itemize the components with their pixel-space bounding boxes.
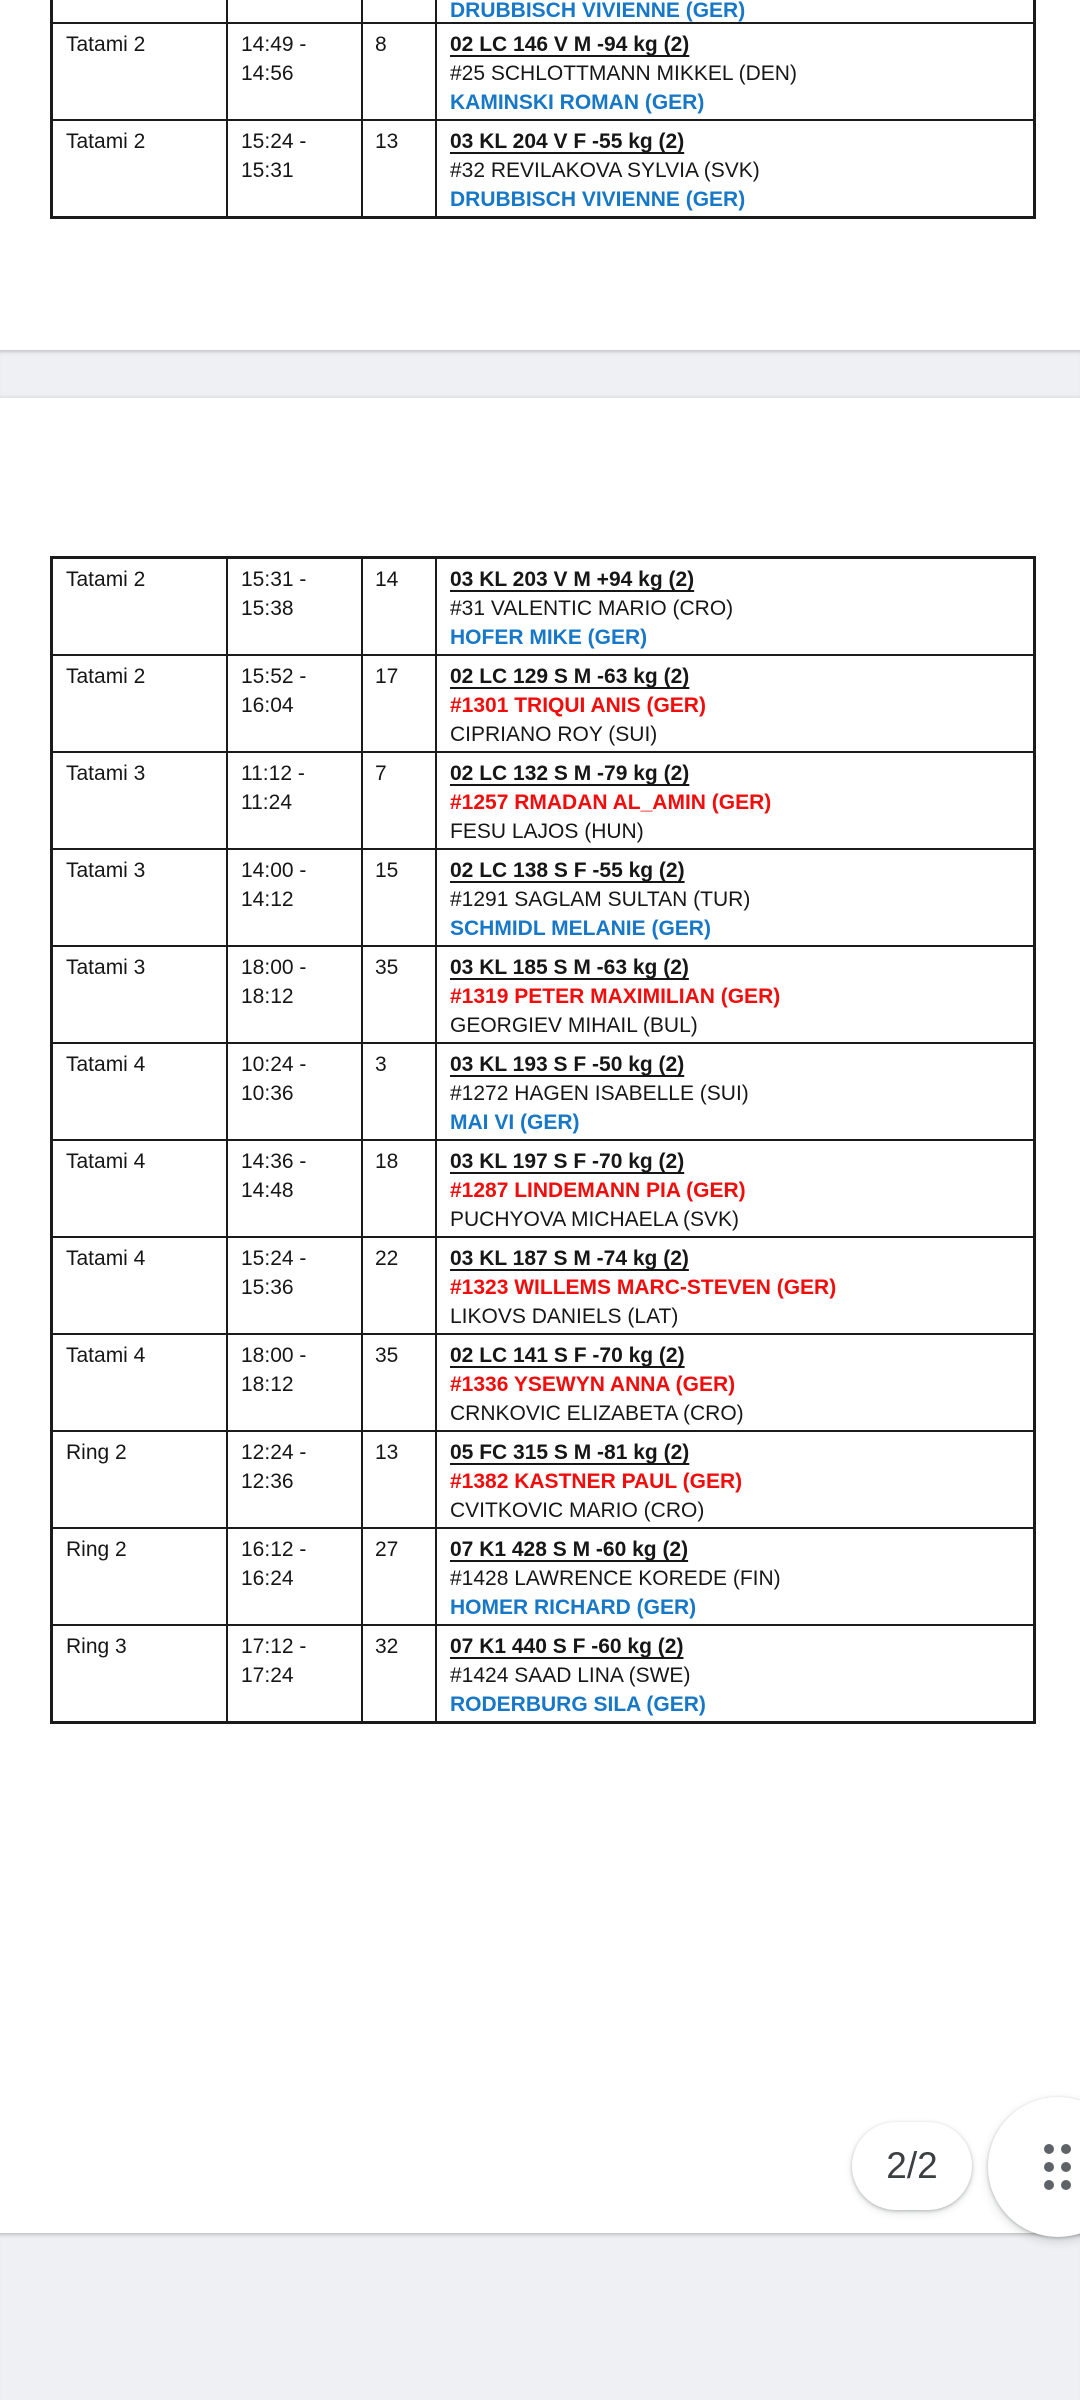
competitor-2: MAI VI (GER) [450, 1111, 580, 1134]
bout-number-cell [363, 850, 437, 945]
time-to: 16:24 [241, 1567, 294, 1590]
location-label: Tatami 4 [66, 1344, 146, 1367]
schedule-row [53, 1430, 1033, 1527]
competitor-2: GEORGIEV MIHAIL (BUL) [450, 1014, 698, 1037]
competitor-1: #1287 LINDEMANN PIA (GER) [450, 1179, 746, 1202]
match-cell [437, 121, 1033, 216]
time-from: 11:12 - [241, 762, 305, 785]
time-from: 15:24 - [241, 130, 307, 153]
time-cell [228, 753, 363, 848]
competitor-2: CRNKOVIC ELIZABETA (CRO) [450, 1402, 744, 1425]
bout-number-cell [363, 1141, 437, 1236]
time-from: 14:49 - [241, 33, 307, 56]
time-cell [228, 656, 363, 751]
competitor-2: HOFER MIKE (GER) [450, 626, 648, 649]
competitor-2: SCHMIDL MELANIE (GER) [450, 917, 711, 940]
location-cell [53, 753, 228, 848]
location-label: Ring 3 [66, 1635, 127, 1658]
time-from: 12:24 - [241, 1441, 307, 1464]
bout-number-cell [363, 947, 437, 1042]
competitor-2: CVITKOVIC MARIO (CRO) [450, 1499, 705, 1522]
location-label: Tatami 2 [66, 568, 146, 591]
time-from: 14:00 - [241, 859, 307, 882]
bout-number-cell [363, 656, 437, 751]
location-cell [53, 1529, 228, 1624]
event-label: 02 LC 146 V M -94 kg (2) [450, 33, 690, 56]
time-to: 18:12 [241, 985, 294, 1008]
time-to: 12:36 [241, 1470, 294, 1493]
time-to: 14:12 [241, 888, 294, 911]
time-from: 15:52 - [241, 665, 307, 688]
time-from: 17:12 - [241, 1635, 307, 1658]
event-label: 02 LC 138 S F -55 kg (2) [450, 859, 685, 882]
bout-number-cell [363, 753, 437, 848]
event-label: 02 LC 141 S F -70 kg (2) [450, 1344, 685, 1367]
match-cell [437, 24, 1033, 119]
schedule-row [53, 1042, 1033, 1139]
location-cell [53, 1335, 228, 1430]
bout-number: 14 [375, 568, 399, 591]
time-to: 11:24 [241, 791, 292, 814]
bout-number: 22 [375, 1247, 399, 1270]
schedule-row [53, 945, 1033, 1042]
bout-number-cell [363, 1238, 437, 1333]
schedule-row [53, 1624, 1033, 1721]
location-label: Tatami 4 [66, 1247, 146, 1270]
location-label: Ring 2 [66, 1538, 127, 1561]
schedule-row [53, 654, 1033, 751]
bout-number: 32 [375, 1635, 399, 1658]
match-cell [437, 1335, 1033, 1430]
schedule-table-page2 [50, 556, 1036, 1724]
event-label: 02 LC 132 S M -79 kg (2) [450, 762, 690, 785]
location-label: Tatami 3 [66, 956, 146, 979]
match-cell [437, 0, 1033, 22]
time-from: 15:24 - [241, 1247, 307, 1270]
location-cell [53, 0, 228, 22]
schedule-row [53, 1527, 1033, 1624]
competitor-1: #1291 SAGLAM SULTAN (TUR) [450, 888, 751, 911]
location-label: Tatami 2 [66, 33, 146, 56]
bout-number: 35 [375, 1344, 399, 1367]
event-label: 03 KL 197 S F -70 kg (2) [450, 1150, 685, 1173]
competitor-2: KAMINSKI ROMAN (GER) [450, 91, 705, 114]
bout-number-cell [363, 1626, 437, 1721]
event-label: 07 K1 440 S F -60 kg (2) [450, 1635, 684, 1658]
time-cell [228, 1044, 363, 1139]
bout-number-cell [363, 0, 437, 22]
time-from: 18:00 - [241, 1344, 307, 1367]
time-from: 18:00 - [241, 956, 307, 979]
location-cell [53, 24, 228, 119]
match-cell [437, 1238, 1033, 1333]
page-gap [0, 350, 1080, 398]
competitor-1: #1323 WILLEMS MARC-STEVEN (GER) [450, 1276, 837, 1299]
time-to: 14:48 [241, 1179, 294, 1202]
bout-number: 13 [375, 130, 399, 153]
bout-number: 3 [375, 1053, 387, 1076]
location-cell [53, 559, 228, 654]
time-from: 15:31 - [241, 568, 307, 591]
schedule-row-partial [53, 0, 1033, 22]
bout-number-cell [363, 1432, 437, 1527]
bout-number: 8 [375, 33, 387, 56]
location-cell [53, 121, 228, 216]
match-cell [437, 656, 1033, 751]
location-cell [53, 947, 228, 1042]
event-label: 07 K1 428 S M -60 kg (2) [450, 1538, 689, 1561]
page-grid-button[interactable] [988, 2097, 1080, 2237]
match-cell [437, 559, 1033, 654]
competitor-1: #1424 SAAD LINA (SWE) [450, 1664, 691, 1687]
event-label: 03 KL 204 V F -55 kg (2) [450, 130, 685, 153]
bout-number-cell [363, 1044, 437, 1139]
time-cell [228, 850, 363, 945]
location-cell [53, 1238, 228, 1333]
time-cell [228, 121, 363, 216]
time-cell [228, 1432, 363, 1527]
location-label: Ring 2 [66, 1441, 127, 1464]
location-cell [53, 1141, 228, 1236]
competitor-1: #31 VALENTIC MARIO (CRO) [450, 597, 734, 620]
time-cell [228, 1626, 363, 1721]
event-label: 05 FC 315 S M -81 kg (2) [450, 1441, 690, 1464]
bout-number: 18 [375, 1150, 399, 1173]
page-indicator-pill [852, 2122, 972, 2210]
competitor-2: FESU LAJOS (HUN) [450, 820, 644, 843]
match-cell [437, 1141, 1033, 1236]
competitor-1: #1319 PETER MAXIMILIAN (GER) [450, 985, 781, 1008]
time-cell [228, 24, 363, 119]
time-from: 14:36 - [241, 1150, 307, 1173]
location-label: Tatami 3 [66, 859, 146, 882]
match-cell [437, 1044, 1033, 1139]
schedule-row [53, 1236, 1033, 1333]
location-cell [53, 1432, 228, 1527]
time-cell [228, 1238, 363, 1333]
schedule-row [53, 751, 1033, 848]
time-from: 16:12 - [241, 1538, 307, 1561]
competitor-1: #1301 TRIQUI ANIS (GER) [450, 694, 706, 717]
event-label: 02 LC 129 S M -63 kg (2) [450, 665, 690, 688]
competitor-1: #25 SCHLOTTMANN MIKKEL (DEN) [450, 62, 797, 85]
bout-number-cell [363, 24, 437, 119]
match-cell [437, 947, 1033, 1042]
location-cell [53, 1626, 228, 1721]
time-to: 15:36 [241, 1276, 294, 1299]
bout-number: 15 [375, 859, 399, 882]
time-to: 16:04 [241, 694, 294, 717]
schedule-row [53, 848, 1033, 945]
time-to: 17:24 [241, 1664, 294, 1687]
schedule-row [53, 1333, 1033, 1430]
time-to: 10:36 [241, 1082, 294, 1105]
location-label: Tatami 4 [66, 1053, 146, 1076]
competitor-1: #1382 KASTNER PAUL (GER) [450, 1470, 743, 1493]
schedule-row [53, 559, 1033, 654]
location-label: Tatami 2 [66, 665, 146, 688]
location-label: Tatami 4 [66, 1150, 146, 1173]
page-indicator-text: 2/2 [886, 2145, 938, 2186]
schedule-row [53, 22, 1033, 119]
competitor-2: RODERBURG SILA (GER) [450, 1693, 706, 1716]
bout-number: 17 [375, 665, 399, 688]
bout-number-cell [363, 1529, 437, 1624]
time-cell [228, 1335, 363, 1430]
event-label: 03 KL 203 V M +94 kg (2) [450, 568, 695, 591]
competitor-1: #1272 HAGEN ISABELLE (SUI) [450, 1082, 749, 1105]
time-cell [228, 1141, 363, 1236]
location-cell [53, 1044, 228, 1139]
time-cell [228, 1529, 363, 1624]
bout-number-cell [363, 1335, 437, 1430]
grid-dots-icon [1044, 2144, 1071, 2190]
location-cell [53, 656, 228, 751]
match-cell [437, 1529, 1033, 1624]
bout-number: 35 [375, 956, 399, 979]
bout-number: 7 [375, 762, 387, 785]
competitor-1: #1336 YSEWYN ANNA (GER) [450, 1373, 736, 1396]
event-label: 03 KL 185 S M -63 kg (2) [450, 956, 689, 979]
schedule-row [53, 1139, 1033, 1236]
time-cell [228, 0, 363, 22]
location-label: Tatami 2 [66, 130, 146, 153]
competitor-2: DRUBBISCH VIVIENNE (GER) [450, 0, 746, 22]
time-from: 10:24 - [241, 1053, 307, 1076]
time-to: 15:38 [241, 597, 294, 620]
competitor-1: #1257 RMADAN AL_AMIN (GER) [450, 791, 772, 814]
bout-number: 27 [375, 1538, 399, 1561]
bout-number: 13 [375, 1441, 399, 1464]
location-cell [53, 850, 228, 945]
bout-number-cell [363, 121, 437, 216]
schedule-row [53, 119, 1033, 216]
match-cell [437, 753, 1033, 848]
location-label: Tatami 3 [66, 762, 146, 785]
time-to: 18:12 [241, 1373, 294, 1396]
event-label: 03 KL 193 S F -50 kg (2) [450, 1053, 685, 1076]
time-to: 14:56 [241, 62, 294, 85]
bottom-gutter [0, 2233, 1080, 2400]
bout-number-cell [363, 559, 437, 654]
time-cell [228, 559, 363, 654]
event-label: 03 KL 187 S M -74 kg (2) [450, 1247, 689, 1270]
competitor-1: #32 REVILAKOVA SYLVIA (SVK) [450, 159, 760, 182]
match-cell [437, 1626, 1033, 1721]
time-cell [228, 947, 363, 1042]
competitor-2: PUCHYOVA MICHAELA (SVK) [450, 1208, 740, 1231]
match-cell [437, 850, 1033, 945]
time-to: 15:31 [241, 159, 294, 182]
competitor-2: LIKOVS DANIELS (LAT) [450, 1305, 679, 1328]
schedule-table-page1 [50, 0, 1036, 219]
competitor-1: #1428 LAWRENCE KOREDE (FIN) [450, 1567, 781, 1590]
match-cell [437, 1432, 1033, 1527]
competitor-2: HOMER RICHARD (GER) [450, 1596, 697, 1619]
competitor-2: CIPRIANO ROY (SUI) [450, 723, 658, 746]
competitor-2: DRUBBISCH VIVIENNE (GER) [450, 188, 746, 211]
